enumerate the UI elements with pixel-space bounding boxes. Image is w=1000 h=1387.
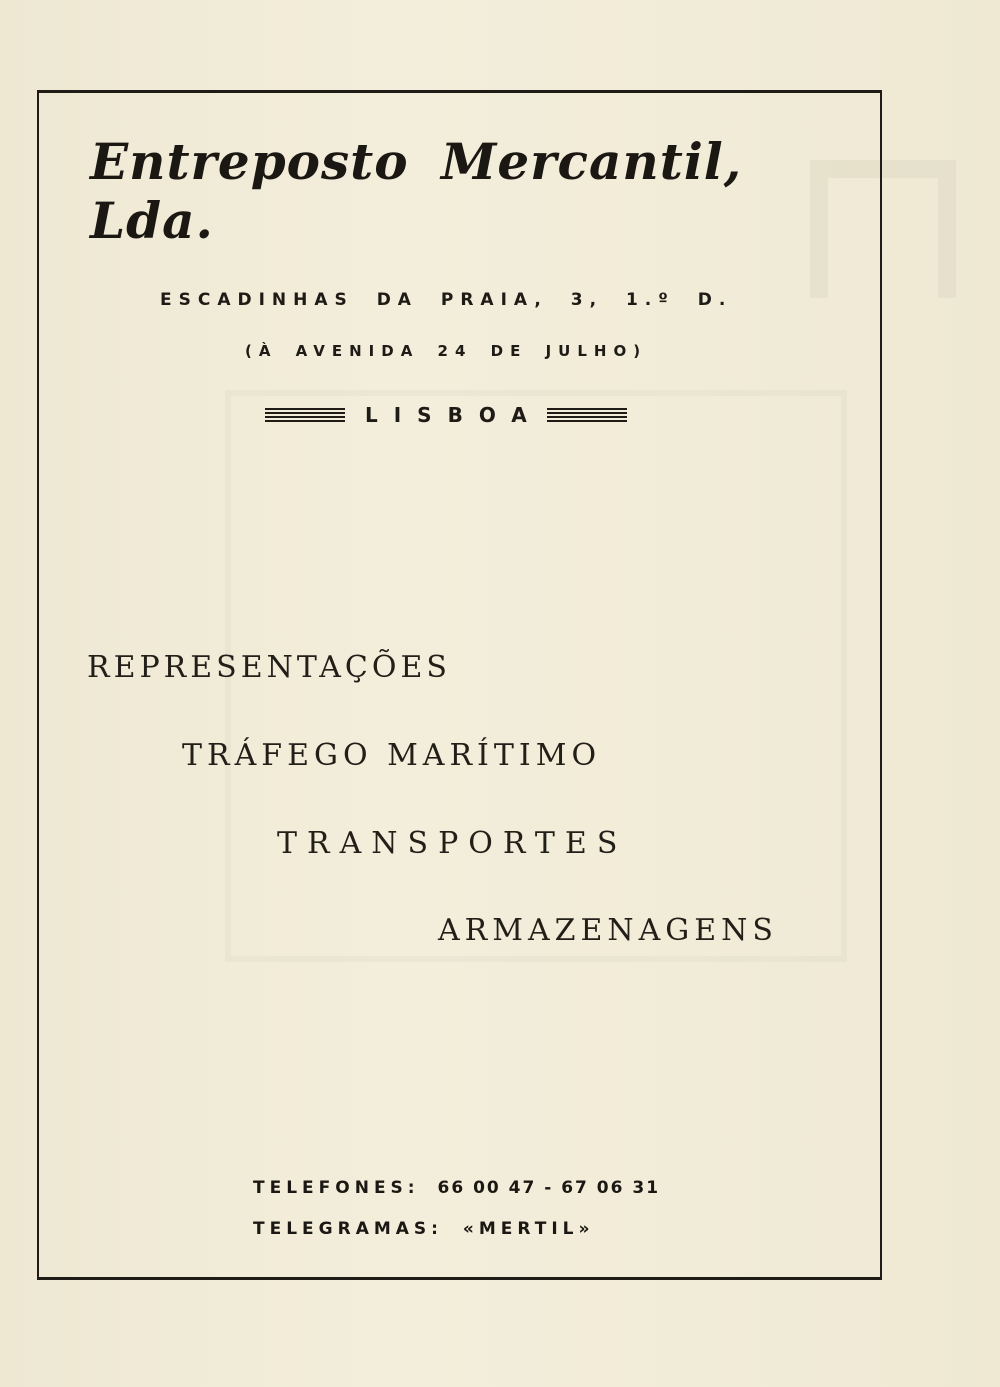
left-ornament-rules xyxy=(265,408,345,422)
telegrams-label: TELEGRAMAS: xyxy=(253,1219,443,1239)
telegrams-value: «MERTIL» xyxy=(462,1219,595,1239)
city-name: LISBOA xyxy=(365,403,543,427)
service-representacoes: REPRESENTAÇÕES xyxy=(87,650,451,685)
phones-line xyxy=(253,1178,773,1198)
address-note: (À AVENIDA 24 DE JULHO) xyxy=(245,342,648,360)
service-armazenagens: ARMAZENAGENS xyxy=(438,913,778,948)
service-transportes: TRANSPORTES xyxy=(277,826,628,861)
city-row xyxy=(265,400,665,430)
right-ornament-rules xyxy=(547,408,627,422)
service-trafego-maritimo: TRÁFEGO MARÍTIMO xyxy=(182,738,602,773)
company-name: Entreposto Mercantil, Lda. xyxy=(90,132,743,250)
phones-value: 66 00 47 - 67 06 31 xyxy=(437,1178,661,1198)
advertisement-frame xyxy=(37,90,882,1280)
phones-label: TELEFONES: xyxy=(253,1178,420,1198)
telegrams-line xyxy=(253,1219,773,1239)
address-line: ESCADINHAS DA PRAIA, 3, 1.º D. xyxy=(160,290,733,310)
